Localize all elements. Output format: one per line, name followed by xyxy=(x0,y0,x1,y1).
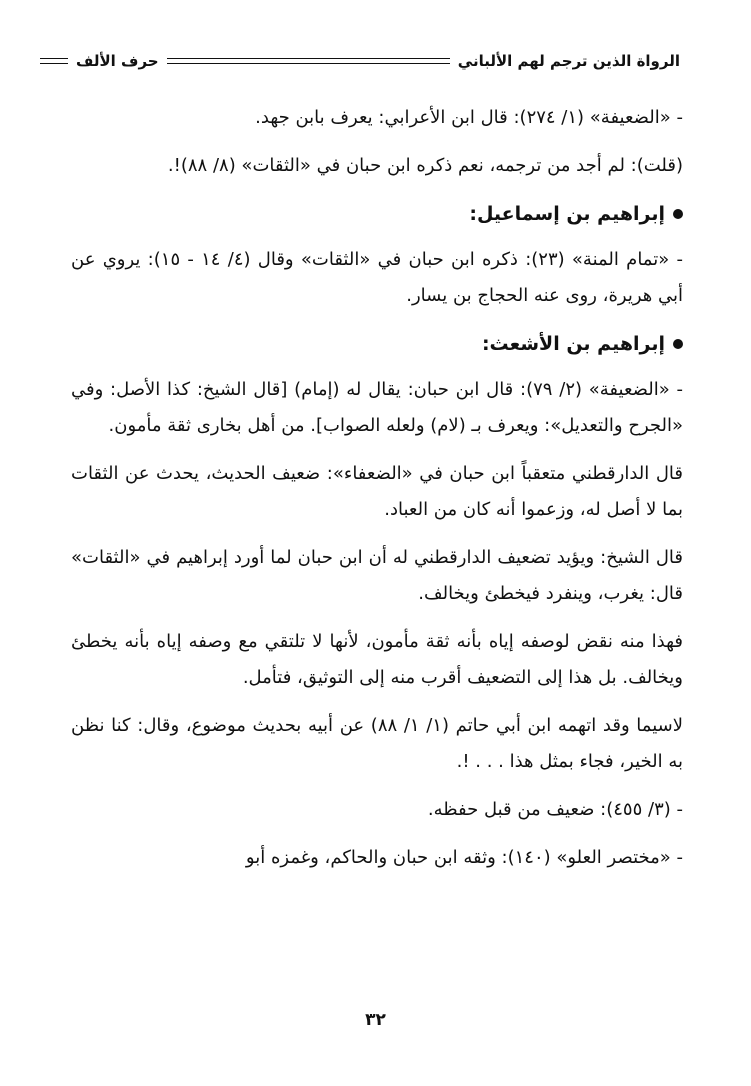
bullet-icon xyxy=(673,339,683,349)
header-book-title: الرواة الذين ترجم لهم الألباني xyxy=(457,52,680,70)
entry-heading xyxy=(71,326,683,362)
paragraph: - (٣/ ٤٥٥): ضعيف من قبل حفظه. xyxy=(427,799,683,820)
paragraph: - «مختصر العلو» (١٤٠): وثقه ابن حبان والحاكم، وغمزه أبو xyxy=(245,847,683,868)
running-header xyxy=(40,48,680,74)
paragraph: قال الدارقطني متعقباً ابن حبان في «الضعفاء»: ضعيف الحديث، يحدث عن الثقات بما لا أصل له، وزعموا أنه كان من العباد. xyxy=(71,463,683,520)
entry-heading-text: إبراهيم بن إسماعيل: xyxy=(469,203,665,225)
paragraph: قال الشيخ: ويؤيد تضعيف الدارقطني له أن ابن حبان لما أورد إبراهيم في «الثقات» قال: يغرب، وينفرد فيخطئ ويخالف. xyxy=(71,547,683,604)
paragraph: - «الضعيفة» (٢/ ٧٩): قال ابن حبان: يقال له (إمام) [قال الشيخ: كذا الأصل: وفي «الجرح والتعديل»: ويعرف بـ (لام) ولعله الصواب]. من أهل بخارى ثقة مأمون. xyxy=(71,379,684,436)
entry-heading xyxy=(71,196,683,232)
paragraph: (قلت): لم أجد من ترجمه، نعم ذكره ابن حبان في «الثقات» (٨/ ٨٨)!. xyxy=(167,155,683,176)
header-chapter: حرف الألف xyxy=(76,52,159,70)
paragraph: - «الضعيفة» (١/ ٢٧٤): قال ابن الأعرابي: يعرف بابن جهد. xyxy=(255,107,683,128)
page-body xyxy=(71,100,683,888)
paragraph: - «تمام المنة» (٢٣): ذكره ابن حبان في «الثقات» وقال (٤/ ١٤ - ١٥): يروي عن أبي هريرة، روى عنه الحجاج بن يسار. xyxy=(71,249,683,306)
page-number: ٣٢ xyxy=(365,1010,386,1030)
entry-heading-text: إبراهيم بن الأشعث: xyxy=(481,333,665,355)
paragraph: فهذا منه نقض لوصفه إياه بأنه ثقة مأمون، لأنها لا تلتقي مع وصفه إياه بأنه يخطئ ويخالف. بل هذا إلى التضعيف أقرب منه إلى التوثيق، فتأمل. xyxy=(71,631,683,688)
header-divider xyxy=(167,58,450,64)
bullet-icon xyxy=(673,209,683,219)
paragraph: لاسيما وقد اتهمه ابن أبي حاتم (١/ ١/ ٨٨) عن أبيه بحديث موضوع، وقال: كنا نظن به الخير، فجاء بمثل هذا . . . !. xyxy=(71,715,683,772)
header-end-rule xyxy=(40,58,68,64)
